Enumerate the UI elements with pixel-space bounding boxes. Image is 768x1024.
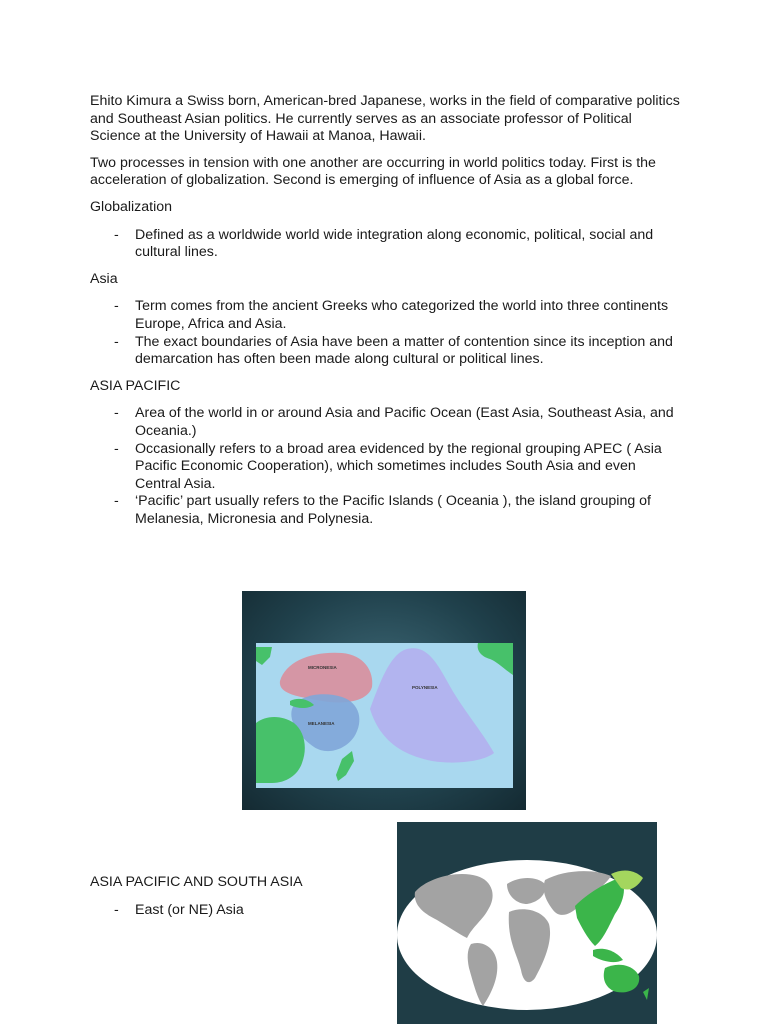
intro-paragraph-2: Two processes in tension with one another are occurring in world politics today. First is the acceleration of globalization. Second is emerging of influence of Asia as a global force.	[90, 154, 656, 189]
melanesia-label: MELANESIA	[308, 721, 335, 726]
asia-pacific-heading: ASIA PACIFIC	[90, 377, 181, 394]
micronesia-label: MICRONESIA	[308, 665, 337, 670]
globalization-heading: Globalization	[90, 198, 173, 215]
oceania-map-image	[242, 591, 526, 810]
asia-heading: Asia	[90, 270, 118, 287]
list-item: - Occasionally refers to a broad area evidenced by the regional grouping APEC ( Asia Pacific Economic Cooperation), which sometimes includes South Asia and even Central Asia.	[90, 441, 680, 494]
globalization-list	[90, 227, 680, 262]
intro-paragraph-1: Ehito Kimura a Swiss born, American-bred Japanese, works in the field of comparative politics and Southeast Asian politics. He currently serves as an associate professor of Political Science at the University of Hawaii at Manoa, Hawaii.	[90, 93, 680, 145]
section-asia-pacific-south-asia	[90, 874, 390, 928]
new-zealand-highlight	[643, 988, 649, 1000]
polynesia-label: POLYNESIA	[412, 685, 438, 690]
list-item: - Defined as a worldwide world wide integration along economic, political, social and cultural lines.	[90, 227, 680, 262]
asia-list	[90, 298, 680, 368]
list-item: - Area of the world in or around Asia and Pacific Ocean (East Asia, Southeast Asia, and Oceania.)	[90, 405, 680, 440]
document-body	[90, 93, 680, 537]
list-item: - The exact boundaries of Asia have been a matter of contention since its inception and demarcation has often been made along cultural or political lines.	[90, 334, 680, 369]
oceania-map-svg	[242, 591, 526, 810]
list-item: - East (or NE) Asia	[90, 902, 390, 920]
list-item: - Term comes from the ancient Greeks who categorized the world into three continents Europe, Africa and Asia.	[90, 298, 680, 333]
asia-pacific-list	[90, 405, 680, 528]
world-map-image	[397, 822, 657, 1024]
world-map-svg	[397, 822, 657, 1024]
list-item: - ‘Pacific’ part usually refers to the Pacific Islands ( Oceania ), the island grouping of Melanesia, Micronesia and Polynesia.	[90, 493, 680, 528]
asia-pacific-south-asia-heading: ASIA PACIFIC AND SOUTH ASIA	[90, 874, 303, 890]
asia-pacific-south-asia-list	[90, 902, 390, 920]
